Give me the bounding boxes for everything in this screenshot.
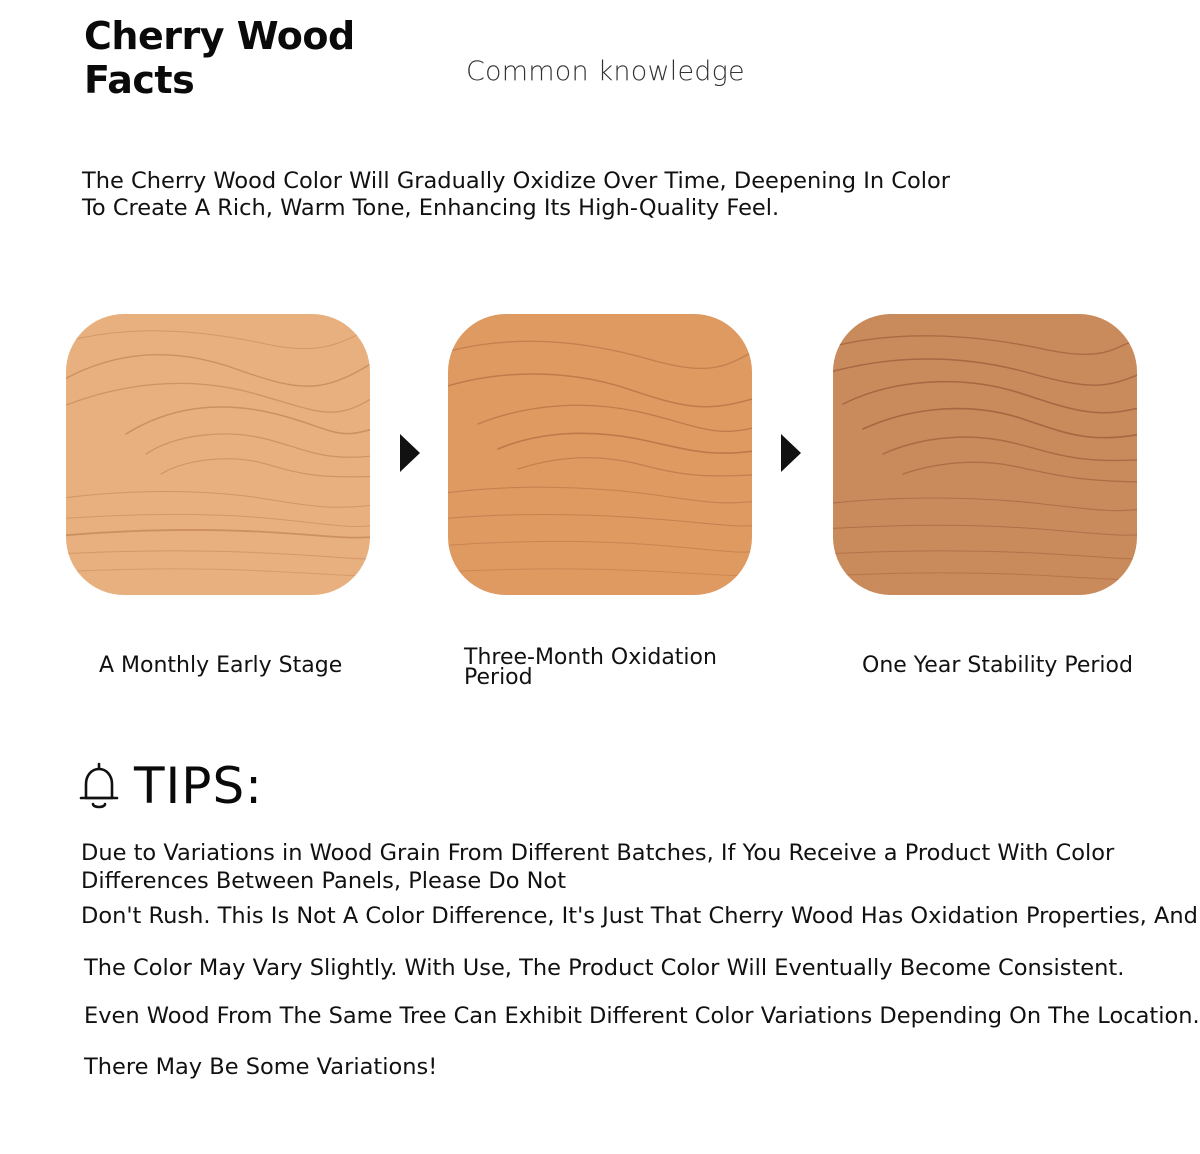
wood-grain-image [66, 314, 370, 595]
stage-caption-early: A Monthly Early Stage [99, 653, 343, 678]
page-subtitle: Common knowledge [466, 56, 745, 87]
stage-caption-three-month: Three-Month Oxidation Period [464, 645, 717, 690]
wood-swatch-three-month [448, 314, 752, 595]
tip-item: Due to Variations in Wood Grain From Different Batches, If You Receive a Product With Color Differences Between Panels, Please Do Not [81, 840, 1115, 894]
wood-swatch-one-year [833, 314, 1137, 595]
wood-swatch-early [66, 314, 370, 595]
tip-item: Even Wood From The Same Tree Can Exhibit Different Color Variations Depending On The Location. [84, 1003, 1200, 1029]
bell-icon [78, 760, 120, 812]
arrow-right-icon [400, 434, 420, 472]
tips-header [78, 756, 263, 816]
tip-item: The Color May Vary Slightly. With Use, The Product Color Will Eventually Become Consistent. [84, 955, 1125, 981]
tip-item: There May Be Some Variations! [84, 1054, 438, 1080]
stage-caption-one-year: One Year Stability Period [862, 653, 1133, 678]
arrow-right-icon [781, 434, 801, 472]
tip-item: Don't Rush. This Is Not A Color Difference, It's Just That Cherry Wood Has Oxidation Properties, And [81, 903, 1198, 929]
wood-grain-image [833, 314, 1137, 595]
page-title: Cherry Wood Facts [84, 14, 355, 102]
wood-grain-image [448, 314, 752, 595]
intro-paragraph: The Cherry Wood Color Will Gradually Oxidize Over Time, Deepening In Color To Create A Rich, Warm Tone, Enhancing Its High-Quality Feel. [82, 168, 950, 221]
tips-heading: TIPS: [134, 757, 264, 815]
